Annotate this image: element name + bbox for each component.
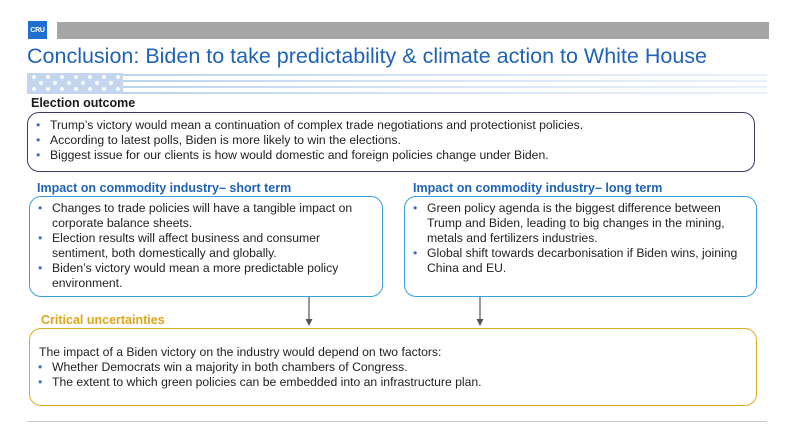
arrow-down-short-term	[304, 297, 314, 327]
short-term-bullet-3: • Biden’s victory would mean a more predictable policy environment.	[30, 261, 374, 291]
long-term-bullet-1: • Green policy agenda is the biggest difference between Trump and Biden, leading to big changes in the mining, metals and fertilizers industries.	[405, 201, 746, 246]
cru-logo: CRU	[28, 21, 47, 39]
arrow-down-long-term	[475, 297, 485, 327]
short-term-bullet-1: • Changes to trade policies will have a tangible impact on corporate balance sheets.	[30, 201, 374, 231]
election-bullet-1: • Trump’s victory would mean a continuation of complex trade negotiations and protectionist policies.	[28, 118, 748, 133]
long-term-heading: Impact on commodity industry– long term	[413, 181, 663, 195]
short-term-box	[29, 196, 383, 297]
header-bar	[57, 22, 769, 39]
short-term-heading: Impact on commodity industry– short term	[37, 181, 292, 195]
critical-uncertainties-box	[29, 328, 757, 406]
election-outcome-heading: Election outcome	[31, 96, 136, 110]
long-term-list	[405, 201, 746, 276]
uncertainty-bullet-2: • The extent to which green policies can be embedded into an infrastructure plan.	[30, 375, 748, 390]
uncertainties-intro: The impact of a Biden victory on the industry would depend on two factors:	[39, 345, 442, 359]
page-title: Conclusion: Biden to take predictability & climate action to White House	[27, 44, 707, 68]
uncertainties-list	[30, 360, 748, 390]
uncertainty-bullet-1: • Whether Democrats win a majority in both chambers of Congress.	[30, 360, 748, 375]
long-term-box	[404, 196, 757, 297]
short-term-list	[30, 201, 374, 291]
short-term-bullet-2: • Election results will affect business and consumer sentiment, both domestically and globally.	[30, 231, 374, 261]
footer-divider	[27, 421, 767, 422]
election-bullet-3: • Biggest issue for our clients is how would domestic and foreign policies change under Biden.	[28, 148, 748, 163]
long-term-bullet-2: • Global shift towards decarbonisation if Biden wins, joining China and EU.	[405, 246, 746, 276]
critical-uncertainties-heading: Critical uncertainties	[41, 313, 165, 327]
election-bullet-2: • According to latest polls, Biden is more likely to win the elections.	[28, 133, 748, 148]
election-outcome-list	[28, 118, 748, 163]
election-outcome-box	[27, 112, 755, 172]
flag-banner-decoration	[27, 73, 767, 94]
